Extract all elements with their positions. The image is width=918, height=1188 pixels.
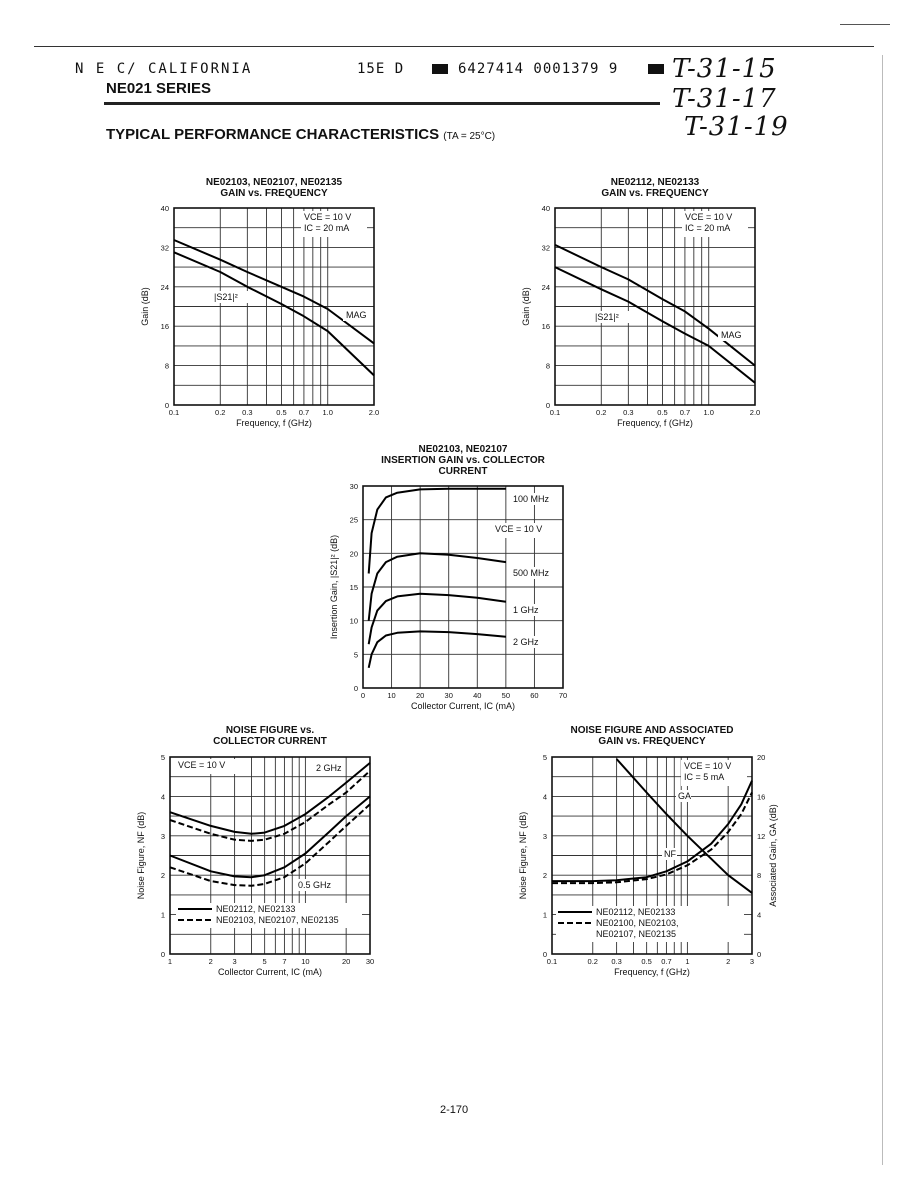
x-tick-label: 0.5 <box>657 408 668 417</box>
y-tick-label: 8 <box>545 361 550 371</box>
y-tick-label: 0 <box>542 950 547 959</box>
series-line <box>369 594 506 645</box>
y-axis-label: Insertion Gain, |S21|² (dB) <box>329 534 339 640</box>
chart-title-line: GAIN vs. FREQUENCY <box>601 188 709 199</box>
corner-mark <box>840 24 890 25</box>
y-tick-label: 5 <box>542 753 547 762</box>
series-label: 2 GHz <box>513 637 539 647</box>
scan-header-barcode: 6427414 0001379 9 <box>458 61 619 77</box>
x-tick-label: 2.0 <box>368 408 380 417</box>
series-label: 500 MHz <box>513 568 550 578</box>
annotation-label: NF <box>664 849 676 859</box>
y-tick-label: 4 <box>160 792 165 802</box>
x-tick-label: 0.1 <box>168 408 180 417</box>
series-label: |S21|² <box>595 312 619 322</box>
y-tick-label: 1 <box>160 910 165 920</box>
x-tick-label: 5 <box>262 957 267 966</box>
y-axis-label: Noise Figure, NF (dB) <box>518 811 528 900</box>
chart-title-line: GAIN vs. FREQUENCY <box>598 736 706 747</box>
y-tick-label: 1 <box>542 910 547 920</box>
x-axis-label: Frequency, f (GHz) <box>614 967 690 977</box>
chart-title-line: NOISE FIGURE AND ASSOCIATED <box>570 725 734 736</box>
x-tick-label: 0.3 <box>623 408 634 417</box>
chart-insertion-gain-vs-current <box>319 478 579 720</box>
handwritten-note: T-31-17 <box>672 84 777 114</box>
x-tick-label: 1 <box>167 957 173 966</box>
barcode-block-icon <box>648 64 664 74</box>
y-tick-label: 32 <box>541 243 550 253</box>
y-tick-label: 15 <box>349 583 358 592</box>
scan-header-text: N E C/ CALIFORNIA <box>75 61 253 77</box>
y-axis-label: Gain (dB) <box>140 287 150 326</box>
y-tick-label: 16 <box>541 322 550 332</box>
y-tick-label: 40 <box>541 204 550 213</box>
series-line <box>369 631 506 667</box>
x-tick-label: 0.3 <box>611 957 622 966</box>
series-label: MAG <box>346 310 367 320</box>
x-tick-label: 40 <box>473 691 482 700</box>
x-axis-label: Frequency, f (GHz) <box>617 418 693 428</box>
series-line <box>174 240 374 343</box>
y-tick-label: 40 <box>160 204 169 213</box>
series-label: |S21|² <box>214 292 238 302</box>
condition-text: VCE = 10 V <box>495 524 543 534</box>
y-tick-label: 4 <box>542 792 547 802</box>
x-tick-label: 0.7 <box>679 408 691 417</box>
handwritten-note: T-31-19 <box>684 112 789 142</box>
x-tick-label: 50 <box>501 691 511 700</box>
legend-label: NE02100, NE02103, <box>596 918 679 928</box>
y-tick-label: 5 <box>353 650 358 660</box>
condition-text: VCE = 10 V <box>685 212 733 222</box>
y-tick-label: 2 <box>542 871 547 881</box>
x-tick-label: 70 <box>558 691 568 700</box>
chart-title-line: CURRENT <box>438 466 488 477</box>
x-tick-label: 30 <box>365 957 375 966</box>
chart-title <box>363 444 563 477</box>
annotation-label: 0.5 GHz <box>298 880 332 890</box>
chart-title-line: COLLECTOR CURRENT <box>213 736 327 747</box>
handwritten-note: T-31-15 <box>672 54 777 84</box>
x-tick-label: 0.5 <box>641 957 652 966</box>
x-tick-label: 0.3 <box>242 408 253 417</box>
annotation-label: 2 GHz <box>316 763 342 773</box>
x-tick-label: 0.5 <box>276 408 287 417</box>
chart-title-line: NE02112, NE02133 <box>610 177 700 188</box>
x-tick-label: 2 <box>726 957 731 966</box>
condition-text: VCE = 10 V <box>684 761 732 771</box>
series-label: MAG <box>721 330 742 340</box>
legend-label: NE02103, NE02107, NE02135 <box>216 915 339 925</box>
x-tick-label: 0.7 <box>661 957 672 966</box>
x-tick-label: 60 <box>530 691 539 700</box>
x-tick-label: 10 <box>301 957 310 966</box>
x-tick-label: 3 <box>749 957 755 966</box>
y2-axis-label: Associated Gain, GA (dB) <box>768 804 778 907</box>
y-tick-label: 0 <box>353 684 358 693</box>
x-tick-label: 20 <box>341 957 351 966</box>
series-line <box>552 781 752 882</box>
legend-label: NE02112, NE02133 <box>596 907 676 917</box>
y2-tick-label: 8 <box>757 871 762 881</box>
annotation-label: GA <box>678 791 692 801</box>
chart-title-line: NE02103, NE02107 <box>418 444 508 455</box>
section-condition: (TA = 25°C) <box>443 131 496 142</box>
y-tick-label: 24 <box>160 282 169 292</box>
y-tick-label: 3 <box>542 831 547 841</box>
condition-text: IC = 20 mA <box>685 223 731 233</box>
y2-tick-label: 16 <box>757 792 766 802</box>
top-rule <box>34 46 874 47</box>
chart-title <box>552 725 752 747</box>
y-tick-label: 10 <box>349 616 358 626</box>
x-tick-label: 3 <box>232 957 237 966</box>
y-axis-label: Gain (dB) <box>521 287 531 326</box>
condition-text: IC = 20 mA <box>304 223 350 233</box>
x-tick-label: 1 <box>685 957 690 966</box>
y2-tick-label: 20 <box>757 753 766 762</box>
x-tick-label: 10 <box>387 691 396 700</box>
page-number: 2-170 <box>440 1104 469 1116</box>
x-axis-label: Frequency, f (GHz) <box>236 418 312 428</box>
legend-label: NE02112, NE02133 <box>216 904 296 914</box>
x-tick-label: 0.2 <box>215 408 226 417</box>
x-tick-label: 0.2 <box>587 957 598 966</box>
y-tick-label: 8 <box>164 361 169 371</box>
series-line <box>555 245 755 366</box>
chart-title-line: NOISE FIGURE vs. <box>225 725 315 736</box>
barcode-block-icon <box>432 64 448 74</box>
y-tick-label: 2 <box>160 871 165 881</box>
chart-gain-vs-frequency-ne02103 <box>130 200 390 438</box>
x-tick-label: 0.7 <box>298 408 310 417</box>
y2-tick-label: 4 <box>757 910 762 920</box>
x-tick-label: 2 <box>208 957 213 966</box>
header-rule <box>104 102 660 105</box>
chart-title <box>174 177 374 199</box>
chart-noise-figure-and-gain-vs-frequency <box>508 749 808 987</box>
section-title <box>106 126 495 143</box>
y-tick-label: 25 <box>349 515 358 525</box>
chart-title-line: GAIN vs. FREQUENCY <box>220 188 328 199</box>
y-tick-label: 32 <box>160 243 169 253</box>
x-tick-label: 2.0 <box>749 408 761 417</box>
y-axis-label: Noise Figure, NF (dB) <box>136 811 146 900</box>
x-tick-label: 1.0 <box>703 408 714 417</box>
y-tick-label: 30 <box>349 482 358 491</box>
y-tick-label: 3 <box>160 831 165 841</box>
y2-tick-label: 0 <box>757 950 762 959</box>
x-tick-label: 30 <box>444 691 453 700</box>
scan-edge <box>882 55 883 1165</box>
chart-title <box>170 725 370 747</box>
y-tick-label: 0 <box>545 401 550 410</box>
series-label: 1 GHz <box>513 605 539 615</box>
condition-text: IC = 5 mA <box>684 772 725 782</box>
x-tick-label: 0.1 <box>546 957 558 966</box>
section-title-text: TYPICAL PERFORMANCE CHARACTERISTICS <box>106 126 440 143</box>
x-tick-label: 7 <box>282 957 287 966</box>
y-tick-label: 5 <box>160 753 165 762</box>
x-tick-label: 0.1 <box>549 408 561 417</box>
condition-text: VCE = 10 V <box>304 212 352 222</box>
y-tick-label: 0 <box>164 401 169 410</box>
x-tick-label: 20 <box>415 691 425 700</box>
chart-noise-figure-vs-current <box>126 749 386 987</box>
series-label: 100 MHz <box>513 494 550 504</box>
chart-gain-vs-frequency-ne02112 <box>511 200 771 438</box>
x-tick-label: 1.0 <box>322 408 333 417</box>
x-tick-label: 0.2 <box>596 408 607 417</box>
y2-tick-label: 12 <box>757 831 766 841</box>
legend-label: NE02107, NE02135 <box>596 929 677 939</box>
series-title: NE021 SERIES <box>106 80 212 97</box>
chart-title-line: INSERTION GAIN vs. COLLECTOR <box>381 455 545 466</box>
scan-header-code: 15E D <box>357 61 405 77</box>
x-axis-label: Collector Current, IC (mA) <box>410 701 516 711</box>
y-tick-label: 0 <box>160 950 165 959</box>
y-tick-label: 24 <box>541 282 550 292</box>
series-line <box>170 796 370 877</box>
chart-title <box>555 177 755 199</box>
chart-title-line: NE02103, NE02107, NE02135 <box>205 177 343 188</box>
x-tick-label: 0 <box>360 691 366 700</box>
x-axis-label: Collector Current, IC (mA) <box>217 967 323 977</box>
y-tick-label: 16 <box>160 322 169 332</box>
y-tick-label: 20 <box>349 549 358 559</box>
condition-text: VCE = 10 V <box>178 760 226 770</box>
